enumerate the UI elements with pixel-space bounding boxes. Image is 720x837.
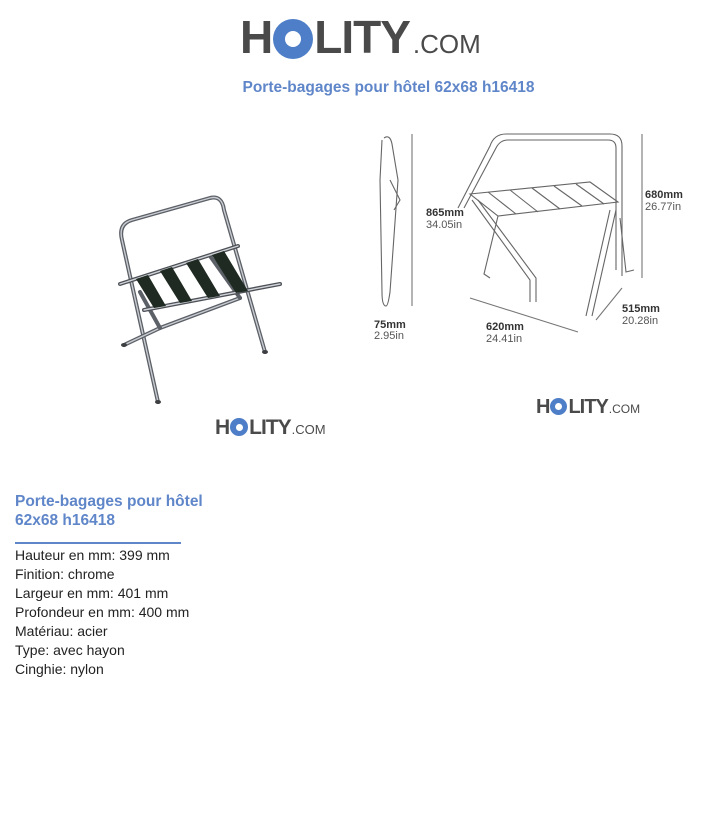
logo-letter-h: H [240, 11, 273, 63]
spec-item: Type: avec hayon [15, 642, 125, 658]
dim-height-back-in: 26.77in [645, 201, 682, 213]
holity-logo-photo [215, 416, 326, 440]
dim-depth-mm: 515mm [622, 303, 660, 315]
dim-width-in: 24.41in [486, 333, 523, 345]
holity-logo[interactable] [240, 10, 481, 64]
logo-letters: LITY [314, 11, 410, 63]
page-title: Porte-bagages pour hôtel 62x68 h16418 [242, 79, 535, 96]
spec-item: Hauteur en mm: 399 mm [15, 547, 170, 563]
logo-letter-h: H [536, 396, 550, 418]
holity-logo-drawing [536, 396, 640, 419]
technical-drawing [360, 120, 700, 350]
dim-foot-mm: 75mm [374, 319, 406, 331]
product-photo [100, 180, 290, 410]
dim-depth-in: 20.28in [622, 315, 659, 327]
heading-divider [15, 542, 181, 544]
dim-foot-in: 2.95in [374, 330, 404, 342]
dim-height-total-mm: 865mm [426, 207, 464, 219]
logo-letters: LITY [249, 416, 291, 439]
spec-list [15, 546, 189, 679]
logo-o-icon [550, 398, 567, 415]
logo-domain: .COM [291, 422, 326, 437]
spec-item: Matériau: acier [15, 623, 108, 639]
logo-domain: .COM [608, 402, 641, 416]
spec-item: Profondeur en mm: 400 mm [15, 604, 190, 620]
logo-letter-h: H [215, 416, 230, 439]
dim-height-total-in: 34.05in [426, 219, 463, 231]
product-heading: Porte-bagages pour hôtel 62x68 h16418 [15, 493, 203, 529]
dim-height-back-mm: 680mm [645, 189, 683, 201]
logo-domain: .COM [412, 29, 481, 59]
spec-item: Finition: chrome [15, 566, 115, 582]
logo-letters: LITY [568, 396, 608, 418]
spec-item: Largeur en mm: 401 mm [15, 585, 169, 601]
dim-width-mm: 620mm [486, 321, 524, 333]
logo-o-icon [273, 19, 313, 59]
spec-item: Cinghie: nylon [15, 661, 104, 677]
logo-o-icon [230, 418, 248, 436]
